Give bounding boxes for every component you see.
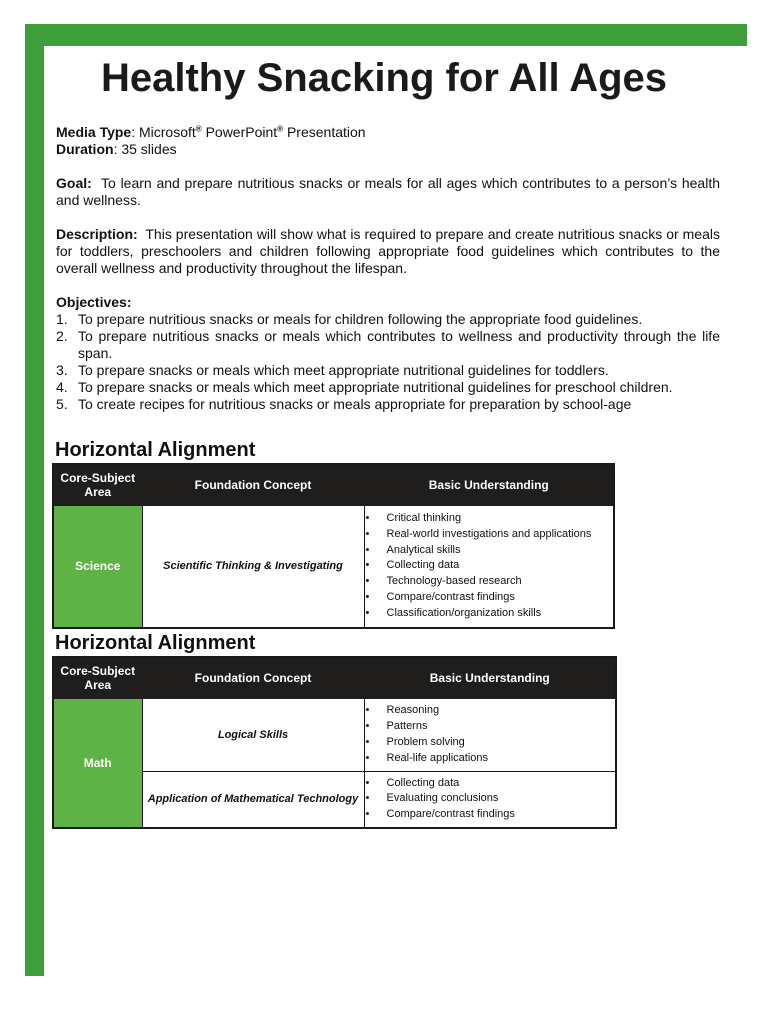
list-item: • Reasoning xyxy=(365,703,616,719)
concept-cell: Logical Skills xyxy=(142,699,364,772)
objective-item: 2. To prepare nutritious snacks or meals which contributes to wellness and productivity through the life span. xyxy=(56,328,720,361)
alignment-table-science xyxy=(52,463,615,629)
header-basic-understanding: Basic Understanding xyxy=(364,464,614,506)
objective-item: 1. To prepare nutritious snacks or meals for children following the appropriate food guidelines. xyxy=(56,311,643,327)
list-item: • Collecting data xyxy=(365,776,616,792)
media-type-line: Media Type: Microsoft® PowerPoint® Presentation xyxy=(56,124,366,140)
duration-value: 35 slides xyxy=(121,141,177,157)
description-text: This presentation will show what is required to prepare and create nutritious snacks or meals for toddlers, preschoolers and children following appropriate food guidelines which contributes to the overall wellness and productivity throughout the lifespan. xyxy=(56,226,720,276)
duration-label: Duration xyxy=(56,141,114,157)
list-item: • Critical thinking xyxy=(365,511,614,527)
understanding-list xyxy=(365,776,616,823)
understanding-cell xyxy=(364,772,616,828)
header-foundation-concept: Foundation Concept xyxy=(142,657,364,699)
header-basic-understanding: Basic Understanding xyxy=(364,657,616,699)
objective-item: 3. To prepare snacks or meals which meet appropriate nutritional guidelines for toddlers. xyxy=(56,362,609,378)
list-item: • Patterns xyxy=(365,719,616,735)
understanding-cell xyxy=(364,699,616,772)
objectives-list xyxy=(56,311,720,413)
list-item: • Compare/contrast findings xyxy=(365,590,614,606)
concept-cell: Application of Mathematical Technology xyxy=(142,772,364,828)
objective-item: 5. To create recipes for nutritious snacks or meals appropriate for preparation by school-age xyxy=(56,396,632,412)
goal-label: Goal: xyxy=(56,175,92,191)
subject-cell: Science xyxy=(53,506,142,628)
list-item: • Compare/contrast findings xyxy=(365,807,616,823)
header-core-subject: Core-Subject Area xyxy=(53,657,142,699)
understanding-cell xyxy=(364,506,614,628)
objectives-heading: Objectives: xyxy=(56,294,132,310)
list-item: • Technology-based research xyxy=(365,574,614,590)
list-item: • Classification/organization skills xyxy=(365,606,614,622)
header-foundation-concept: Foundation Concept xyxy=(142,464,364,506)
left-green-bar xyxy=(25,24,44,976)
list-item: • Real-life applications xyxy=(365,751,616,767)
objective-item: 4. To prepare snacks or meals which meet appropriate nutritional guidelines for preschool children. xyxy=(56,379,673,395)
list-item: • Analytical skills xyxy=(365,543,614,559)
list-item: • Evaluating conclusions xyxy=(365,791,616,807)
top-green-bar xyxy=(25,24,747,46)
duration-line: Duration: 35 slides xyxy=(56,141,177,157)
description-label: Description: xyxy=(56,226,138,242)
header-core-subject: Core-Subject Area xyxy=(53,464,142,506)
list-item: • Real-world investigations and applications xyxy=(365,527,614,543)
concept-cell: Scientific Thinking & Investigating xyxy=(142,506,364,628)
description-paragraph xyxy=(56,226,720,277)
list-item: • Problem solving xyxy=(365,735,616,751)
alignment-heading-science: Horizontal Alignment xyxy=(55,439,256,461)
media-type-label: Media Type xyxy=(56,124,132,140)
subject-cell: Math xyxy=(53,699,142,828)
list-item: • Collecting data xyxy=(365,558,614,574)
understanding-list xyxy=(365,703,616,766)
alignment-heading-math: Horizontal Alignment xyxy=(55,632,256,654)
alignment-table-math xyxy=(52,656,617,829)
info-section xyxy=(56,124,720,413)
goal-text: To learn and prepare nutritious snacks or meals for all ages which contributes to a person’s health and wellness. xyxy=(56,175,720,208)
understanding-list xyxy=(365,511,614,622)
page-title: Healthy Snacking for All Ages xyxy=(100,56,668,100)
goal-paragraph xyxy=(56,175,720,209)
